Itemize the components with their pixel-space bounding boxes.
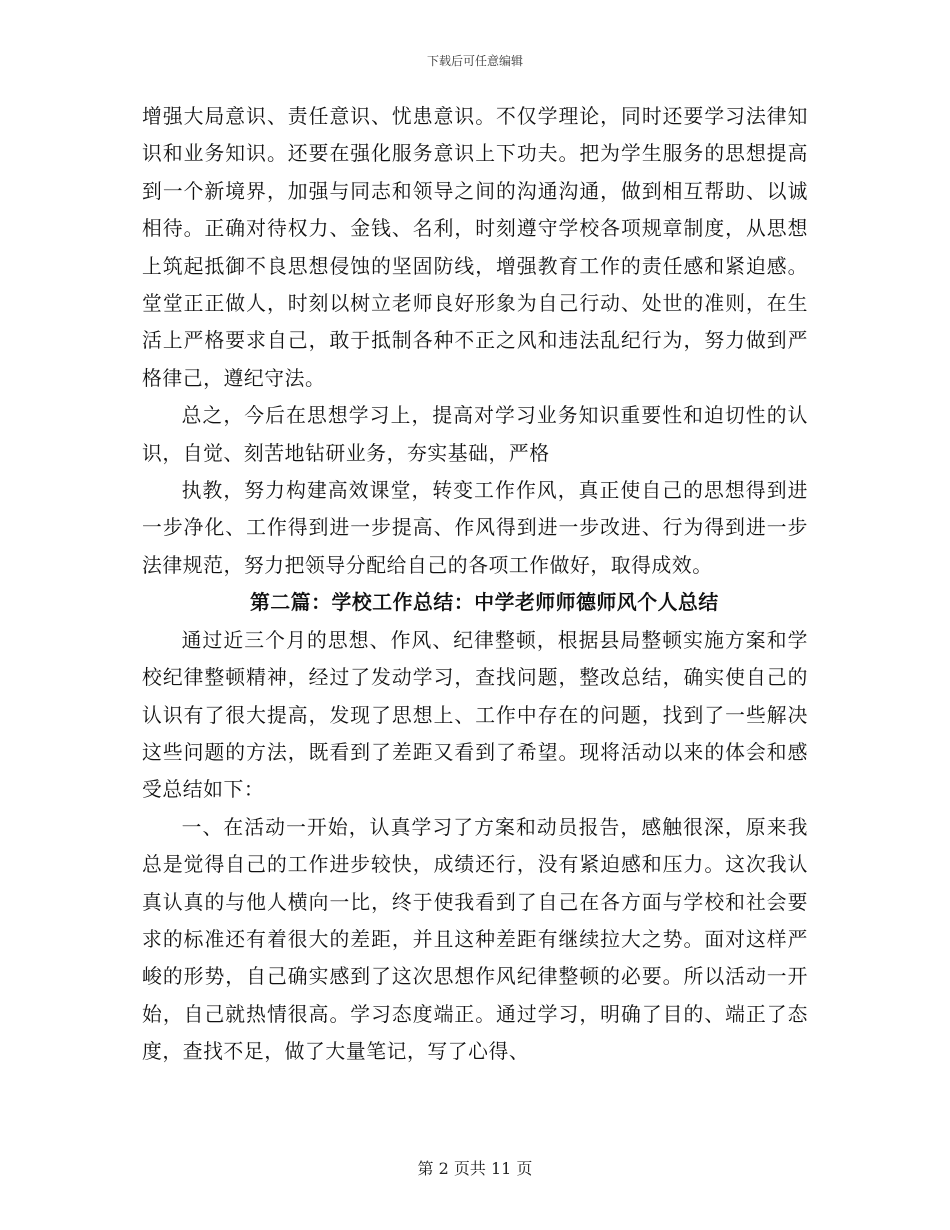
paragraph-5: 一、在活动一开始，认真学习了方案和动员报告，感触很深，原来我总是觉得自己的工作进步较快，成绩还行，没有紧迫感和压力。这次我认真认真的与他人横向一比，终于使我看到了自己在各方面与学校和社会要求的标准还有着很大的差距，并且这种差距有继续拉大之势。面对这样严峻的形势，自己确实感到了这次思想作风纪律整顿的必要。所以活动一开始，自己就热情很高。学习态度端正。通过学习，明确了目的、端正了态度，查找不足，做了大量笔记，写了心得、 (142, 815, 808, 1064)
page-header: 下载后可任意编辑 (426, 54, 523, 68)
paragraph-2: 总之，今后在思想学习上，提高对学习业务知识重要性和迫切性的认识，自觉、刻苦地钻研业务，夯实基础，严格 (142, 404, 808, 465)
section-title: 第二篇：学校工作总结：中学老师师德师风个人总结 (250, 590, 719, 615)
paragraph-3: 执教，努力构建高效课堂，转变工作作风，真正使自己的思想得到进一步净化、工作得到进一步提高、作风得到进一步改进、行为得到进一步法律规范，努力把领导分配给自己的各项工作做好，取得成效。 (142, 479, 808, 577)
paragraph-4: 通过近三个月的思想、作风、纪律整顿，根据县局整顿实施方案和学校纪律整顿精神，经过了发动学习，查找问题，整改总结，确实使自己的认识有了很大提高，发现了思想上、工作中存在的问题，找到了一些解决这些问题的方法，既看到了差距又看到了希望。现将活动以来的体会和感受总结如下： (142, 628, 808, 802)
paragraph-1: 增强大局意识、责任意识、忧患意识。不仅学理论，同时还要学习法律知识和业务知识。还要在强化服务意识上下功夫。把为学生服务的思想提高到一个新境界，加强与同志和领导之间的沟通沟通，做到相互帮助、以诚相待。正确对待权力、金钱、名利，时刻遵守学校各项规章制度，从思想上筑起抵御不良思想侵蚀的坚固防线，增强教育工作的责任感和紧迫感。堂堂正正做人，时刻以树立老师良好形象为自己行动、处世的准则，在生活上严格要求自己，敢于抵制各种不正之风和违法乱纪行为，努力做到严格律己，遵纪守法。 (142, 105, 808, 390)
page-footer: 第 2 页共 11 页 (417, 1159, 533, 1178)
document-body (142, 98, 808, 1071)
